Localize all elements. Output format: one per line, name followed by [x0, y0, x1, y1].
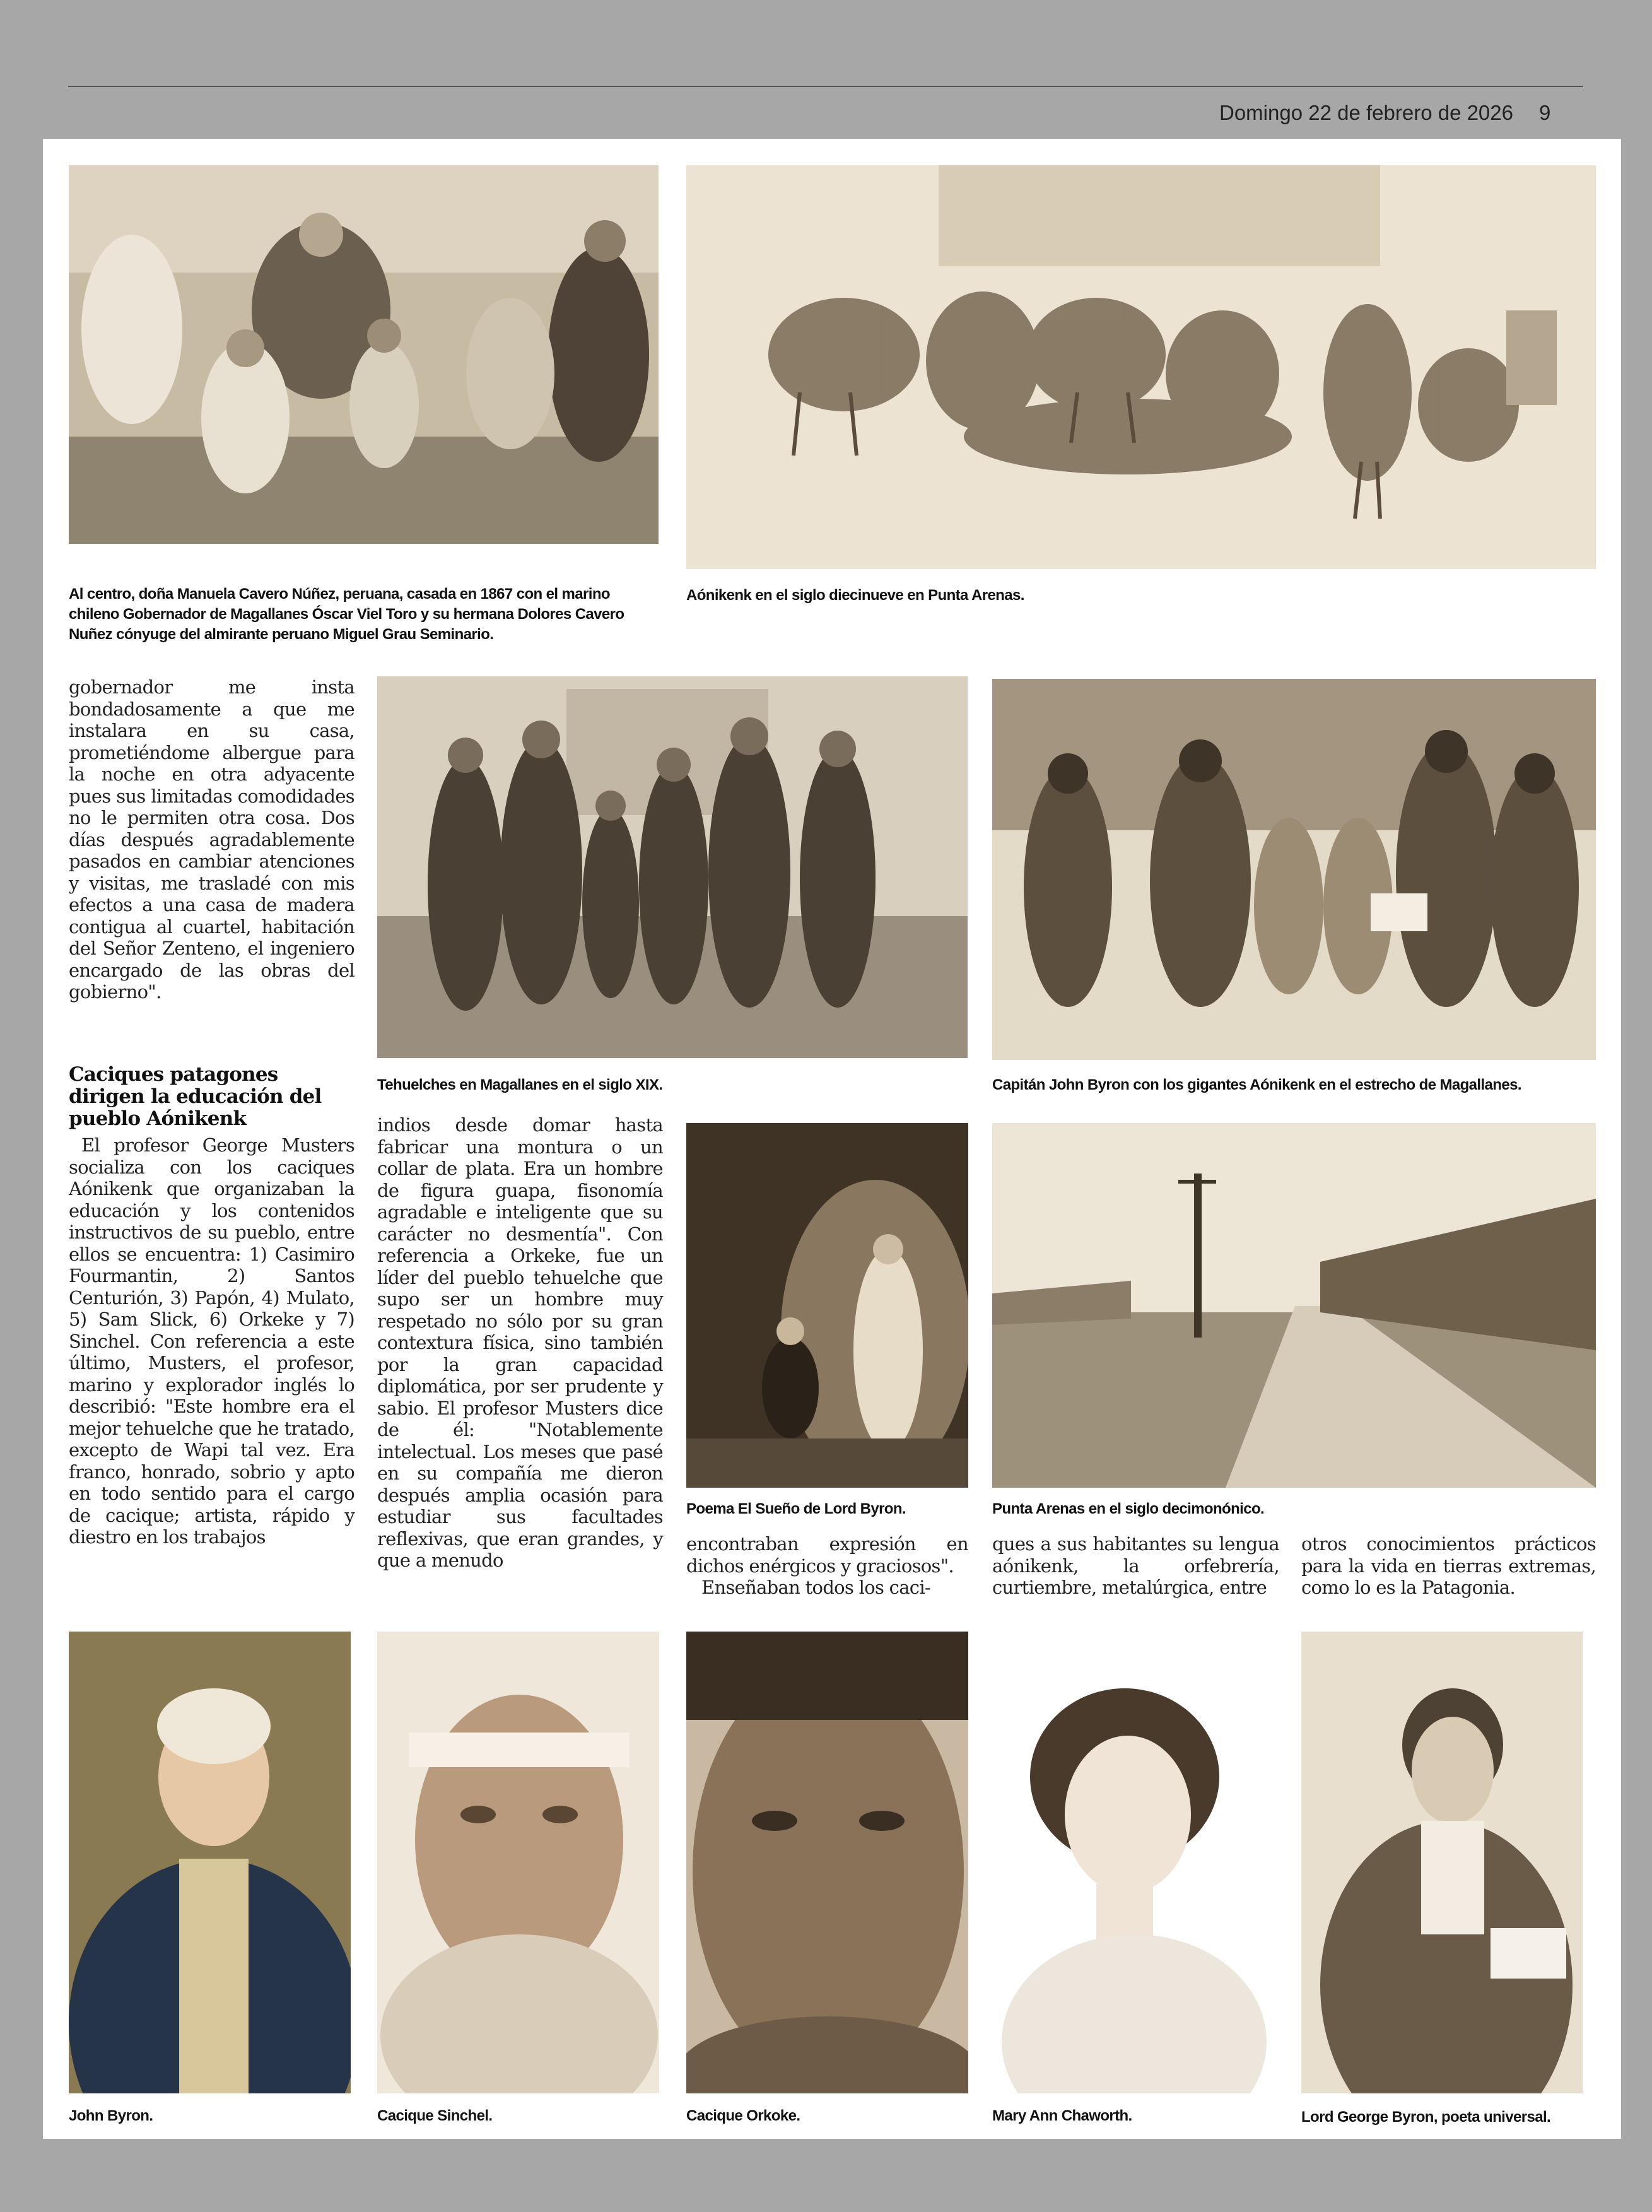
article-col3b: Enseñaban todos los caci- — [701, 1577, 931, 1598]
photo-lord-byron-dream — [686, 1123, 968, 1488]
article-col5: otros conocimientos prácticos para la vida en tierras extremas, como lo es la Patagonia. — [1301, 1533, 1596, 1598]
caption-john-byron: John Byron. — [69, 2107, 153, 2124]
issue-date: Domingo 22 de febrero de 2026 — [1219, 101, 1513, 124]
article-intro: gobernador me insta bondadosamente a que me instalara en su casa, prometiéndome albergue para la noche en otra adyacente pues sus limitadas comodidades no le permiten otra cosa. Dos días después agradablemente pasados en cambiar atenciones y visitas, me trasladé con mis efectos a una casa de madera contigua al cuartel, habitación del Señor Zenteno, el ingeniero encargado de las obras del gobierno". — [69, 676, 354, 1003]
caption-family: Al centro, doña Manuela Cavero Núñez, peruana, casada en 1867 con el marino chileno Gobernador de Magallanes Óscar Viel Toro y su hermana Dolores Cavero Nuñez cónyuge del almirante peruano Miguel Grau Seminario. — [69, 585, 624, 643]
photo-aonikenk-drawing — [686, 165, 1596, 569]
article-col1: El profesor George Musters socializa con los caciques Aónikenk que organizaban la educación y los contenidos instructivos de su pueblo, entre ellos se encuentra: 1) Casimiro Fourmantin, 2) Santos Centurión, 3) Papón, 4) Mulato, 5) Sam Slick, 6) Orkeke y 7) Sinchel. Con referencia a este último, Musters, el profesor, marino y explorador inglés lo describió: "Este hombre era el mejor tehuelche que he tratado, excepto de Wapi tal vez. Era franco, honrado, sobrio y apto en todo sentido para el cargo de cacique; artista, rápido y diestro en los trabajos — [69, 1134, 354, 1548]
caption-lord-byron-dream: Poema El Sueño de Lord Byron. — [686, 1500, 906, 1517]
photo-cacique-orkoke — [686, 1632, 968, 2093]
newspaper-page — [43, 139, 1621, 2139]
photo-byron-giants — [992, 679, 1596, 1060]
photo-family — [69, 165, 659, 544]
photo-punta-arenas — [992, 1123, 1596, 1488]
photo-cacique-sinchel — [377, 1632, 659, 2093]
photo-john-byron — [69, 1632, 351, 2093]
caption-george-byron: Lord George Byron, poeta universal. — [1301, 2109, 1551, 2126]
caption-aonikenk: Aónikenk en el siglo diecinueve en Punta Arenas. — [686, 587, 1024, 604]
caption-tehuelches: Tehuelches en Magallanes en el siglo XIX. — [377, 1076, 663, 1093]
caption-mary-ann: Mary Ann Chaworth. — [992, 2107, 1132, 2124]
photo-tehuelches — [377, 676, 968, 1058]
caption-punta-arenas: Punta Arenas en el siglo decimonónico. — [992, 1500, 1265, 1517]
article-col3a: encontraban expresión en dichos enérgicos y graciosos". — [686, 1533, 968, 1577]
article-col4: ques a sus habitantes su lengua aónikenk, la orfebrería, curtiembre, metalúrgica, entre — [992, 1533, 1279, 1598]
page-number: 9 — [1539, 101, 1551, 124]
article-heading: Caciques patagones dirigen la educación del pueblo Aónikenk — [69, 1063, 322, 1130]
caption-orkoke: Cacique Orkoke. — [686, 2107, 800, 2124]
photo-lord-george-byron — [1301, 1632, 1583, 2093]
header-rule — [68, 86, 1583, 87]
article-col2: indios desde domar hasta fabricar una montura o un collar de plata. Era un hombre de figura guapa, fisonomía agradable e inteligente que su carácter no desmentía". Con referencia a Orkeke, fue un líder del pueblo tehuelche que supo ser un hombre muy respetado no sólo por su gran contextura física, sino también por la gran capacidad diplomática, por ser prudente y sabio. El profesor Musters dice de él: "Notablemente intelectual. Los meses que pasé en su compañía me dieron después amplia ocasión para estudiar sus facultades reflexivas, que eran grandes, y que a menudo — [377, 1114, 663, 1571]
photo-mary-ann-chaworth — [992, 1632, 1274, 2093]
caption-byron-giants: Capitán John Byron con los gigantes Aónikenk en el estrecho de Magallanes. — [992, 1076, 1521, 1093]
caption-sinchel: Cacique Sinchel. — [377, 2107, 493, 2124]
